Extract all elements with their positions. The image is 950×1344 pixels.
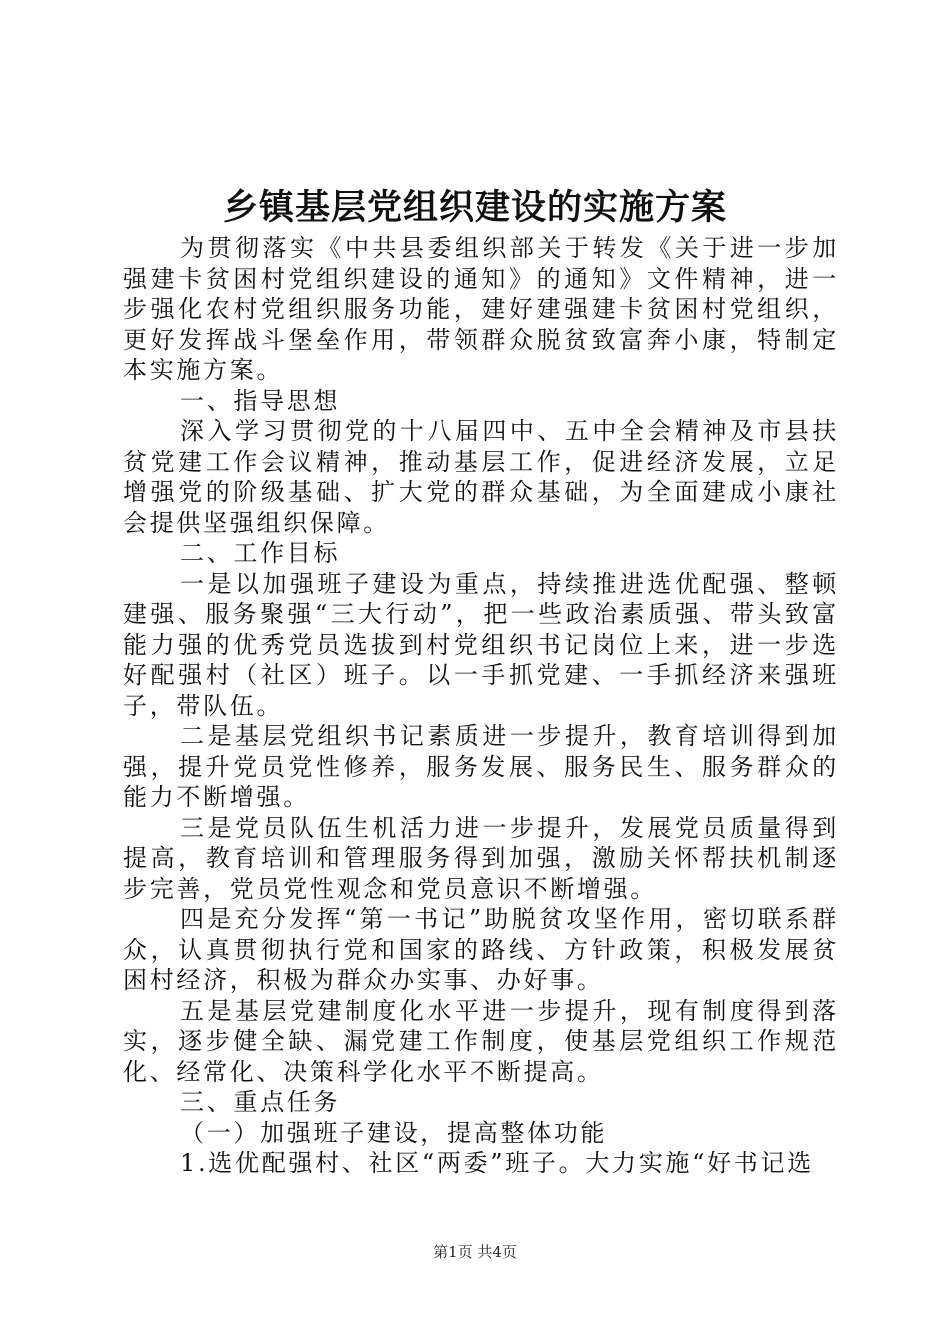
- section-heading-work-goals: 二、工作目标: [180, 539, 341, 567]
- paragraph-goal-4: 四是充分发挥“第一书记”助脱贫攻坚作用，密切联系群众，认真贯彻执行党和国家的路线、方针政策，积极发展贫困村经济，积极为群众办实事、办好事。: [123, 905, 839, 994]
- paragraph-goal-2: 二是基层党组织书记素质进一步提升，教育培训得到加强，提升党员党性修养，服务发展、服务民生、服务群众的能力不断增强。: [123, 722, 839, 811]
- paragraph-goal-1: 一是以加强班子建设为重点，持续推进选优配强、整顿建强、服务聚强“三大行动”，把一些政治素质强、带头致富能力强的优秀党员选拔到村党组织书记岗位上来，进一步选好配强村（社区）班子。以一手抓党建、一手抓经济来强班子，带队伍。: [123, 569, 839, 720]
- page-footer: 第1页 共4页: [433, 1243, 517, 1261]
- section-heading-guiding-thought: 一、指导思想: [180, 386, 341, 415]
- paragraph-intro: 为贯彻落实《中共县委组织部关于转发《关于进一步加强建卡贫困村党组织建设的通知》的通知》文件精神，进一步强化农村党组织服务功能，建好建强建卡贫困村党组织，更好发挥战斗堡垒作用，带领群众脱贫致富奔小康，特制定本实施方案。: [123, 234, 839, 384]
- paragraph-goal-5: 五是基层党建制度化水平进一步提升，现有制度得到落实，逐步健全缺、漏党建工作制度，使基层党组织工作规范化、经常化、决策科学化水平不断提高。: [123, 996, 839, 1086]
- document-body: [123, 233, 839, 1179]
- subsection-heading-team-building: （一）加强班子建设，提高整体功能: [180, 1118, 608, 1147]
- section-heading-key-tasks: 三、重点任务: [180, 1088, 341, 1116]
- paragraph-task-1: 1.选优配强村、社区“两委”班子。大力实施“好书记选: [180, 1149, 814, 1177]
- paragraph-goal-3: 三是党员队伍生机活力进一步提升，发展党员质量得到提高，教育培训和管理服务得到加强，激励关怀帮扶机制逐步完善，党员党性观念和党员意识不断增强。: [123, 813, 839, 903]
- paragraph-guiding-thought: 深入学习贯彻党的十八届四中、五中全会精神及市县扶贫党建工作会议精神，推动基层工作，促进经济发展，立足增强党的阶级基础、扩大党的群众基础，为全面建成小康社会提供坚强组织保障。: [123, 417, 839, 537]
- document-title: 乡镇基层党组织建设的实施方案: [222, 187, 727, 228]
